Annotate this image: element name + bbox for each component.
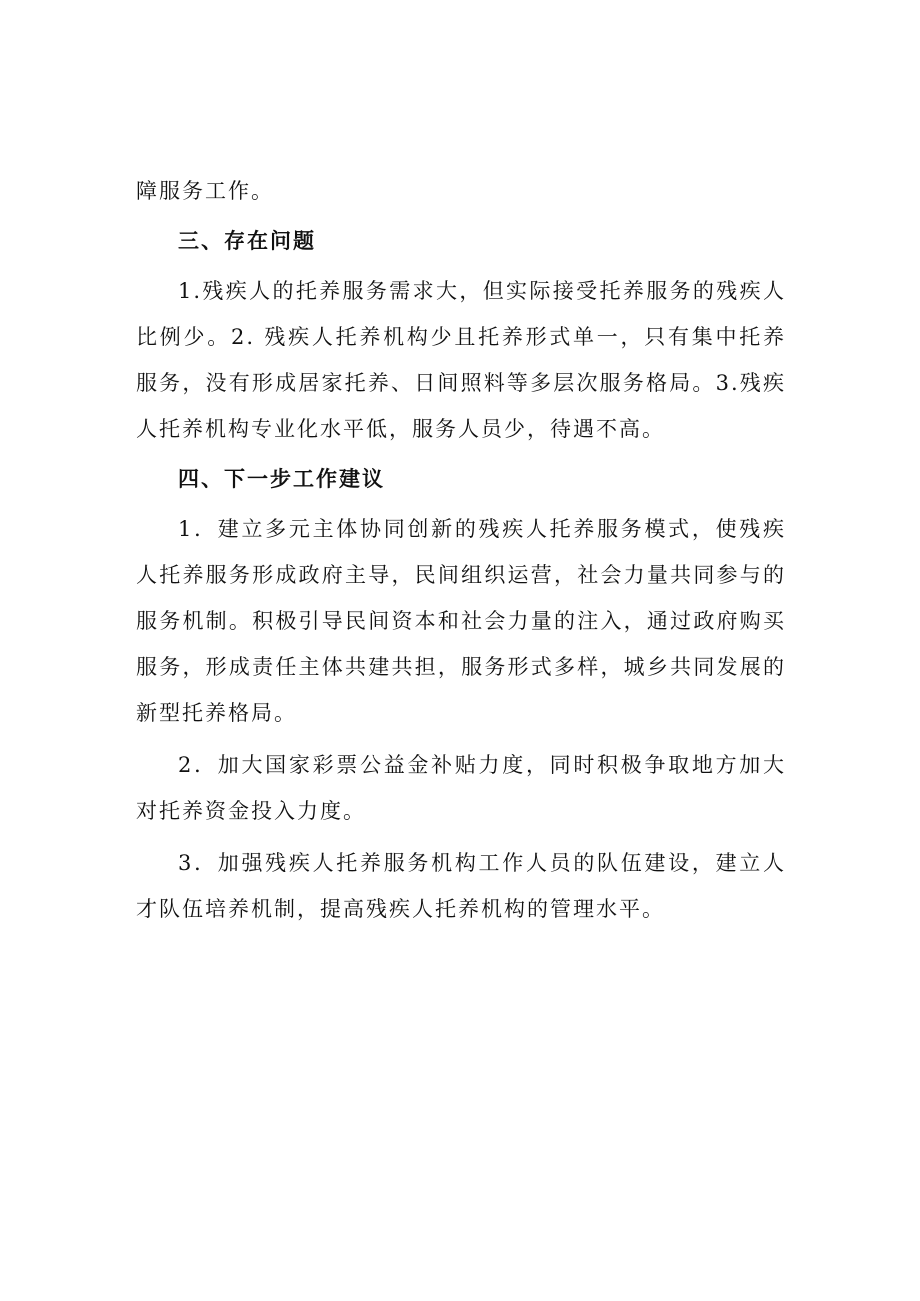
paragraph-problems: 1.残疾人的托养服务需求大，但实际接受托养服务的残疾人比例少。2. 残疾人托养机构少且托养形式单一，只有集中托养服务，没有形成居家托养、日间照料等多层次服务格局。3.残疾人托养机构专业化水平低，服务人员少，待遇不高。 — [136, 279, 786, 441]
document-page — [136, 168, 786, 932]
paragraph-suggestion-3: 3．加强残疾人托养服务机构工作人员的队伍建设，建立人才队伍培养机制，提高残疾人托养机构的管理水平。 — [136, 851, 786, 921]
paragraph-suggestion-2: 2．加大国家彩票公益金补贴力度，同时积极争取地方加大对托养资金投入力度。 — [136, 753, 786, 823]
section-heading-suggestions: 四、下一步工作建议 — [178, 467, 385, 491]
paragraph-suggestion-1: 1．建立多元主体协同创新的残疾人托养服务模式，使残疾人托养服务形成政府主导，民间组织运营，社会力量共同参与的服务机制。积极引导民间资本和社会力量的注入，通过政府购买服务，形成责任主体共建共担，服务形式多样，城乡共同发展的新型托养格局。 — [136, 517, 786, 725]
section-heading-problems: 三、存在问题 — [178, 229, 316, 253]
paragraph-continuation: 障服务工作。 — [136, 179, 274, 203]
